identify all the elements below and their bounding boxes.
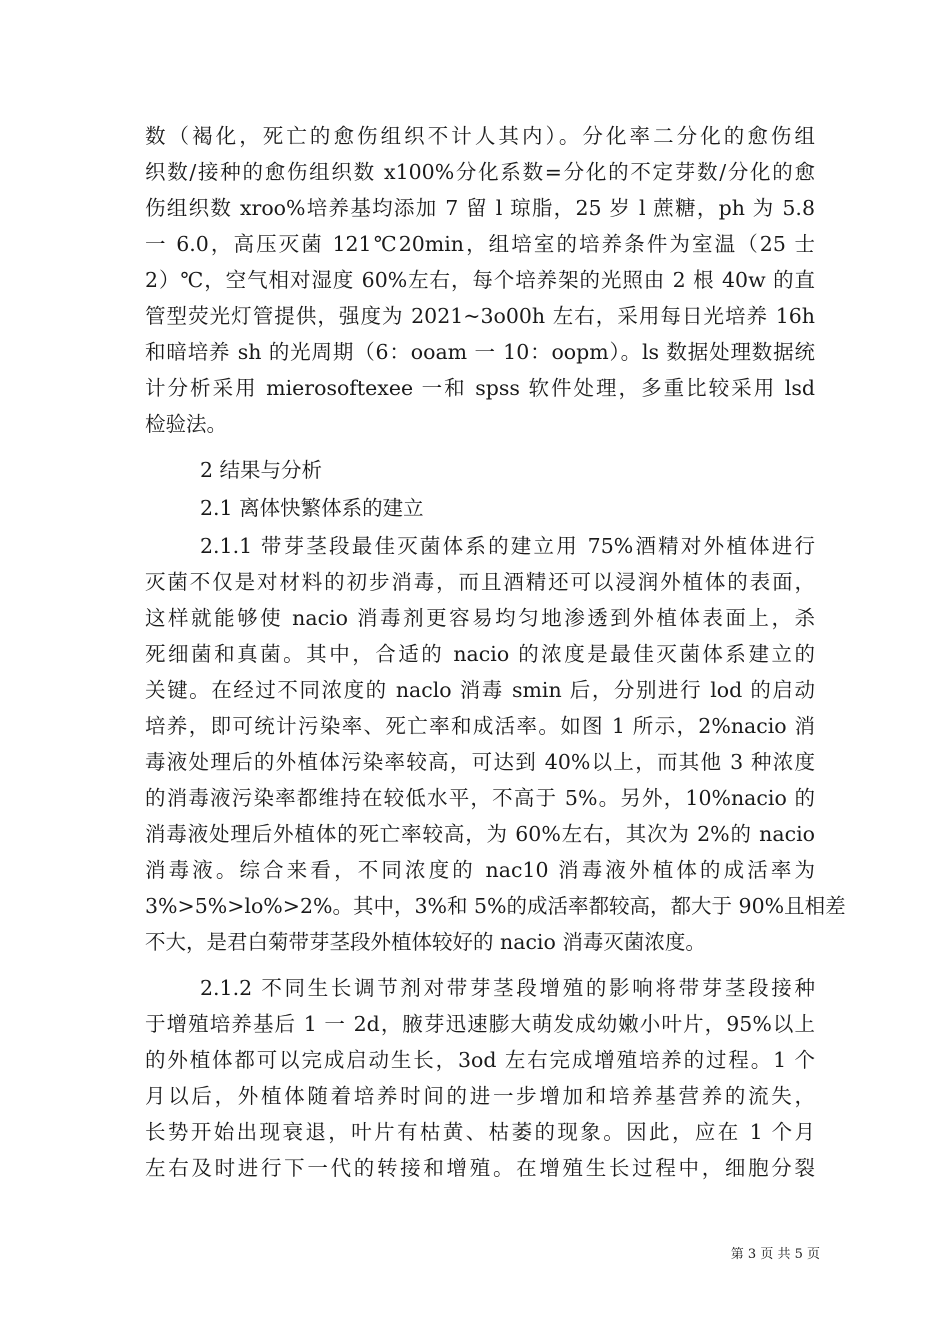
text-line: 死细菌和真菌。其中，合适的 nacio 的浓度是最佳灭菌体系建立的 [145, 642, 815, 666]
subsection-heading: 2.1 离体快繁体系的建立 [200, 496, 424, 520]
paragraph-first-line: 2.1.2 不同生长调节剂对带芽茎段增殖的影响将带芽茎段接种 [200, 976, 815, 1000]
text-line: 伤组织数 xroo%培养基均添加 7 留 l 琼脂，25 岁 l 蔗糖，ph 为 5.8 [145, 196, 815, 220]
section-heading: 2 结果与分析 [200, 458, 323, 482]
text-line: 月以后，外植体随着培养时间的进一步增加和培养基营养的流失， [145, 1084, 815, 1108]
text-line: 织数/接种的愈伤组织数 x100%分化系数=分化的不定芽数/分化的愈 [145, 160, 815, 184]
text-line: 3%>5%>lo%>2%。其中，3%和 5%的成活率都较高，都大于 90%且相差 [145, 894, 846, 918]
text-line: 管型荧光灯管提供，强度为 2021~3o00h 左右，采用每日光培养 16h [145, 304, 815, 328]
text-line: 长势开始出现衰退，叶片有枯黄、枯萎的现象。因此，应在 1 个月 [145, 1120, 815, 1144]
text-line: 计分析采用 mierosoftexee 一和 spss 软件处理，多重比较采用 lsd [145, 376, 815, 400]
paragraph-first-line: 2.1.1 带芽茎段最佳灭菌体系的建立用 75%酒精对外植体进行 [200, 534, 815, 558]
text-line: 毒液处理后的外植体污染率较高，可达到 40%以上，而其他 3 种浓度 [145, 750, 815, 774]
text-line: 消毒液。综合来看，不同浓度的 nac10 消毒液外植体的成活率为 [145, 858, 815, 882]
text-line: 的消毒液污染率都维持在较低水平，不高于 5%。另外，10%nacio 的 [145, 786, 815, 810]
text-line: 的外植体都可以完成启动生长，3od 左右完成增殖培养的过程。1 个 [145, 1048, 815, 1072]
text-line: 左右及时进行下一代的转接和增殖。在增殖生长过程中，细胞分裂 [145, 1156, 815, 1180]
text-line: 检验法。 [145, 412, 227, 436]
text-line: 不大，是君白菊带芽茎段外植体较好的 nacio 消毒灭菌浓度。 [145, 930, 706, 954]
text-line: 这样就能够使 nacio 消毒剂更容易均匀地渗透到外植体表面上，杀 [145, 606, 815, 630]
text-line: 和暗培养 sh 的光周期（6：ooam 一 10：oopm）。ls 数据处理数据统 [145, 340, 815, 364]
text-line: 于增殖培养基后 1 一 2d，腋芽迅速膨大萌发成幼嫩小叶片，95%以上 [145, 1012, 815, 1036]
text-line: 灭菌不仅是对材料的初步消毒，而且酒精还可以浸润外植体的表面， [145, 570, 815, 594]
text-line: 数（褐化，死亡的愈伤组织不计人其内）。分化率二分化的愈伤组 [145, 124, 815, 148]
text-line: 一 6.0，高压灭菌 121℃20min，组培室的培养条件为室温（25 士 [145, 232, 815, 256]
page-number: 第 3 页 共 5 页 [730, 1247, 820, 1262]
text-line: 培养，即可统计污染率、死亡率和成活率。如图 1 所示，2%nacio 消 [145, 714, 815, 738]
text-line: 关键。在经过不同浓度的 naclo 消毒 smin 后，分别进行 lod 的启动 [145, 678, 815, 702]
text-line: 2）℃，空气相对湿度 60%左右，每个培养架的光照由 2 根 40w 的直 [145, 268, 815, 292]
text-line: 消毒液处理后外植体的死亡率较高，为 60%左右，其次为 2%的 nacio [145, 822, 815, 846]
